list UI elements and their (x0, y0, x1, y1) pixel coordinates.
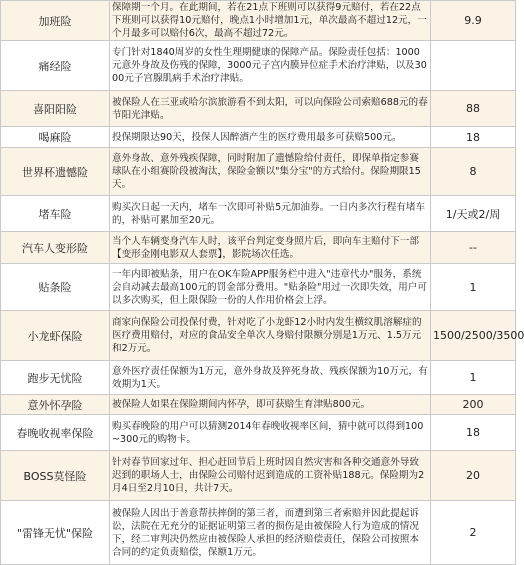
insurance-name: 世界杯遗憾险 (1, 148, 110, 196)
table-row (1, 91, 516, 127)
insurance-name: "雷锋无忧"保险 (1, 501, 110, 565)
insurance-price: 1 (431, 264, 516, 311)
insurance-price: 1 (431, 361, 516, 395)
table-row (1, 264, 516, 311)
insurance-description: 一年内即被贴条，用户在OK车险APP服务栏中进入"违章代办"服务，系统会自动减去最高100元的罚金部分费用。"贴条险"用过一次即失效，用户可以多次购买，但上限保险一份的人作用价格会上浮。 (110, 264, 431, 311)
insurance-description: 投保期限达90天，投保人因醉酒产生的医疗费用最多可获赔500元。 (110, 127, 431, 148)
table-row (1, 41, 516, 91)
table-row (1, 196, 516, 232)
table-row (1, 395, 516, 415)
insurance-price: 20 (431, 451, 516, 501)
insurance-name: 喝麻险 (1, 127, 110, 148)
insurance-description: 保障期一个月。在此期间，若在21点下班则可以获得9元赔付，若在22点下班则可以获得10元赔付，晚点1小时增加1元，单次最高不超过12元，一个月最多可以赔付6次，最高不超过72元。 (110, 1, 431, 41)
insurance-price (431, 41, 516, 91)
insurance-description: 意外身故、意外残疾保障，同时附加了遗憾险给付责任，即保单指定参赛球队在小组赛阶段被淘汰，保险金额以"集分宝"的方式给付。保险期限15天。 (110, 148, 431, 196)
table-row (1, 1, 516, 41)
insurance-description: 购买次日起一天内，堵车一次即可补贴5元加油券。一日内多次行程有堵车的，补贴可累加至20元。 (110, 196, 431, 232)
insurance-price: 2 (431, 501, 516, 565)
insurance-name: 意外怀孕险 (1, 395, 110, 415)
table-row (1, 451, 516, 501)
insurance-price: -- (431, 232, 516, 264)
insurance-price: 88 (431, 91, 516, 127)
insurance-description: 专门针对1840周岁的女性生理期健康的保障产品。保险责任包括：1000元意外身故及伤残的保障，3000元子宫内膜异位症手术治疗津贴，以及3000元子宫腺肌病手术治疗津贴。 (110, 41, 431, 91)
insurance-description: 被保险人因出于善意帮扶摔倒的第三者，而遭到第三者索赔并因此提起诉讼，法院在无充分的证据证明第三者的损伤是由被保险人行为造成的情况下，经二审判决仍然应由被保险人承担的经济赔偿责任，保险公司按照本合同的约定负责赔偿，保额1万元。 (110, 501, 431, 565)
insurance-name: 痛经险 (1, 41, 110, 91)
insurance-name: 跑步无忧险 (1, 361, 110, 395)
table-row (1, 361, 516, 395)
table-row (1, 148, 516, 196)
table-row (1, 501, 516, 565)
insurance-name: 贴条险 (1, 264, 110, 311)
insurance-price: 8 (431, 148, 516, 196)
insurance-name: 喜阳阳险 (1, 91, 110, 127)
insurance-price: 1/天或2/周 (431, 196, 516, 232)
table-row (1, 311, 516, 361)
insurance-name: BOSS莫怪险 (1, 451, 110, 501)
insurance-description: 意外医疗责任保额为1万元，意外身故及猝死身故、残疾保额为10万元，有效期为1天。 (110, 361, 431, 395)
insurance-price: 18 (431, 127, 516, 148)
insurance-description: 当个人车辆变身汽车人时，该平台判定变身照片后，即向车主赔付下一部【变形金刚电影双人套票】，影院场次任选。 (110, 232, 431, 264)
insurance-description: 针对春节回家过年、担心赶回节后上班时因自然灾害和各种交通意外导致迟到的职场人士，由保险公司赔付迟到造成的工资补贴188元。保险期为2月4日至2月10日，共计7天。 (110, 451, 431, 501)
insurance-description: 购买春晚险的用户可以猜测2014年春晚收视率区间，猜中就可以得到100~300元的购物卡。 (110, 415, 431, 451)
insurance-name: 加班险 (1, 1, 110, 41)
table-row (1, 127, 516, 148)
insurance-name: 堵车险 (1, 196, 110, 232)
insurance-price: 9.9 (431, 1, 516, 41)
insurance-name: 春晚收视率保险 (1, 415, 110, 451)
insurance-name: 汽车人变形险 (1, 232, 110, 264)
table-row (1, 232, 516, 264)
insurance-description: 被保险人在三亚或哈尔滨旅游看不到太阳，可以向保险公司索赔688元的春节阳光津贴。 (110, 91, 431, 127)
insurance-name: 小龙虾保险 (1, 311, 110, 361)
insurance-price: 200 (431, 395, 516, 415)
insurance-price: 1500/2500/3500 (431, 311, 516, 361)
insurance-description: 被保险人如果在保险期间内怀孕，即可获赔生育津贴800元。 (110, 395, 431, 415)
table-row (1, 415, 516, 451)
insurance-description: 商家向保险公司投保付费，针对吃了小龙虾12小时内发生横纹肌溶解症的医疗费用赔付，对应的食品安全单次人身赔付限额分别是1万元、1.5万元和2万元。 (110, 311, 431, 361)
insurance-price: 18 (431, 415, 516, 451)
